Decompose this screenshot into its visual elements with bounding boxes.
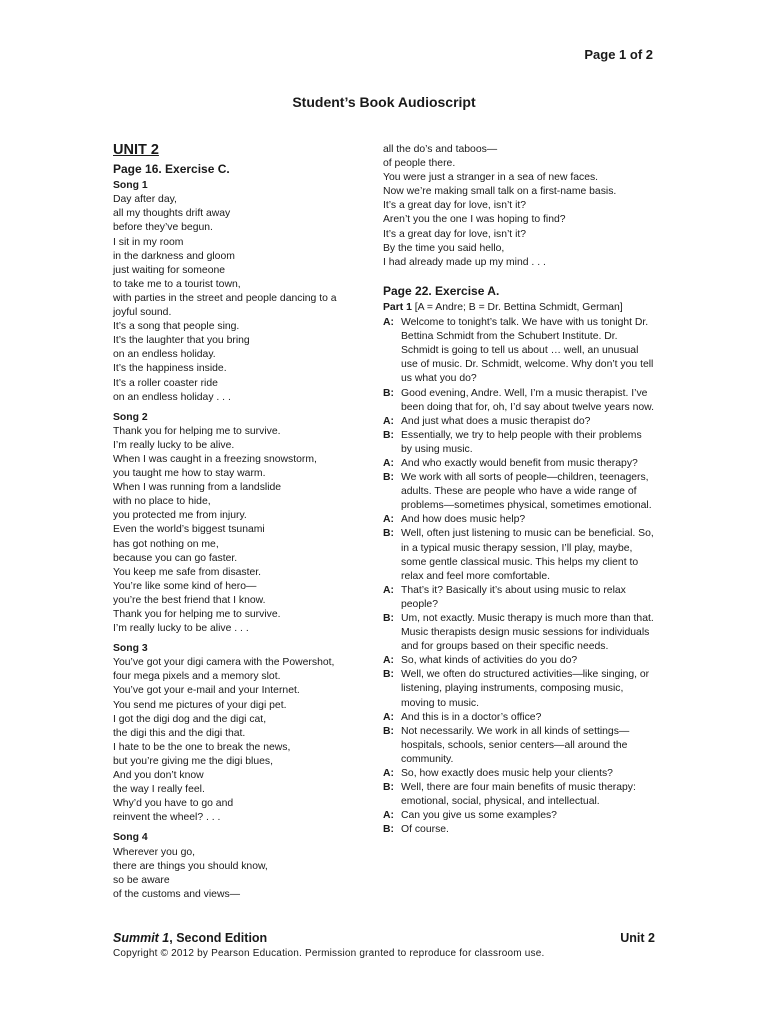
dialogue-turn bbox=[383, 725, 655, 767]
speaker-label: A: bbox=[383, 711, 394, 723]
dialogue-text: So, what kinds of activities do you do? bbox=[401, 655, 578, 667]
speaker-label: B: bbox=[383, 528, 394, 540]
dialogue-turn bbox=[383, 415, 655, 429]
lyric-line: It’s a song that people sing. bbox=[113, 321, 240, 333]
speaker-label: B: bbox=[383, 725, 394, 737]
part-cast: [A = Andre; B = Dr. Bettina Schmidt, German] bbox=[411, 301, 623, 313]
speaker-label: A: bbox=[383, 584, 394, 596]
lyric-line: Wherever you go, bbox=[113, 846, 196, 858]
dialogue-text: Well, often just listening to music can be beneficial. So, in a typical music therapy session, I’ll play, maybe, some gentle classical music. This helps my client to relax and feel more comfortable. bbox=[401, 528, 654, 582]
lyric-line: Thank you for helping me to survive. bbox=[113, 609, 281, 620]
speaker-label: A: bbox=[383, 655, 394, 667]
lyric-line: in the darkness and gloom bbox=[113, 250, 235, 262]
speaker-label: A: bbox=[383, 457, 394, 469]
part-line bbox=[383, 301, 655, 315]
song-title: Song 4 bbox=[113, 832, 148, 844]
dialogue-turn bbox=[383, 457, 655, 471]
dialogue-turn bbox=[383, 711, 655, 725]
lyric-line: all my thoughts drift away bbox=[113, 208, 231, 220]
dialogue-text: Can you give us some examples? bbox=[401, 810, 557, 822]
song-block bbox=[113, 642, 351, 825]
lyric-line: It’s a great day for love, isn’t it? bbox=[383, 200, 527, 212]
document-title: Student’s Book Audioscript bbox=[292, 94, 476, 110]
lyric-line: And you don’t know bbox=[113, 770, 204, 782]
lyric-line: It’s a roller coaster ride bbox=[113, 377, 218, 389]
lyric-line: When I was running from a landslide bbox=[113, 482, 282, 494]
song-block bbox=[113, 831, 351, 901]
lyric-line: Now we’re making small talk on a first-name basis. bbox=[383, 186, 617, 198]
lyric-line: because you can go faster. bbox=[113, 552, 238, 564]
dialogue-text: And this is in a doctor’s office? bbox=[401, 711, 542, 723]
lyric-line: you’re the best friend that I know. bbox=[113, 594, 266, 606]
lyric-line: but you’re giving me the digi blues, bbox=[113, 755, 273, 767]
lyric-line: You’ve got your e-mail and your Internet. bbox=[113, 685, 300, 697]
lyric-line: the way I really feel. bbox=[113, 784, 205, 796]
lyric-line: You’re like some kind of hero— bbox=[113, 580, 257, 592]
lyric-line: has got nothing on me, bbox=[113, 538, 219, 550]
dialogue-turn bbox=[383, 781, 655, 809]
lyric-line: I’m really lucky to be alive. bbox=[113, 439, 235, 451]
lyric-line: You send me pictures of your digi pet. bbox=[113, 699, 287, 711]
book-edition: , Second Edition bbox=[169, 931, 268, 945]
dialogue-turn bbox=[383, 612, 655, 654]
song-title: Song 2 bbox=[113, 411, 148, 423]
song-title: Song 1 bbox=[113, 180, 148, 192]
dialogue-text: Well, we often do structured activities—like singing, or listening, playing instruments, composing music, moving to music. bbox=[401, 669, 650, 709]
lyric-line: so be aware bbox=[113, 874, 170, 886]
lyric-line: Day after day, bbox=[113, 194, 177, 206]
dialogue-text: Of course. bbox=[401, 824, 449, 836]
lyric-line: Aren’t you the one I was hoping to find? bbox=[383, 214, 566, 226]
speaker-label: B: bbox=[383, 472, 394, 484]
dialogue-turn bbox=[383, 668, 655, 710]
dialogue-turn bbox=[383, 809, 655, 823]
dialogue-turn bbox=[383, 527, 655, 583]
unit-heading: UNIT 2 bbox=[113, 142, 159, 158]
dialogue-turn bbox=[383, 429, 655, 457]
book-title: Summit 1 bbox=[113, 931, 170, 945]
lyric-line: just waiting for someone bbox=[113, 264, 226, 276]
dialogue-text: And who exactly would benefit from music therapy? bbox=[401, 457, 638, 469]
copyright-notice: Copyright © 2012 by Pearson Education. Permission granted to reproduce for classroom use. bbox=[113, 948, 545, 959]
song-4-continued bbox=[383, 143, 655, 270]
dialogue-turn bbox=[383, 584, 655, 612]
lyric-line: the digi this and the digi that. bbox=[113, 727, 246, 739]
song-block bbox=[113, 411, 351, 637]
lyric-line: all the do’s and taboos— bbox=[383, 144, 498, 155]
dialogue-text: And how does music help? bbox=[401, 514, 526, 526]
speaker-label: B: bbox=[383, 613, 394, 624]
lyric-line: When I was caught in a freezing snowstorm, bbox=[113, 453, 317, 465]
part-label: Part 1 bbox=[383, 301, 412, 313]
lyric-line: with no place to hide, bbox=[113, 496, 211, 508]
dialogue-text: Well, there are four main benefits of music therapy: emotional, social, physical, and intellectual. bbox=[401, 782, 636, 808]
dialogue-turn bbox=[383, 767, 655, 781]
dialogue-text: Not necessarily. We work in all kinds of settings—hospitals, schools, senior centers—all around the community. bbox=[401, 725, 630, 765]
lyric-line: You were just a stranger in a sea of new faces. bbox=[383, 172, 599, 184]
dialogue-text: So, how exactly does music help your clients? bbox=[401, 768, 613, 780]
dialogue-turn bbox=[383, 513, 655, 527]
dialogue-text: And just what does a music therapist do? bbox=[401, 415, 591, 427]
lyric-line: reinvent the wheel? . . . bbox=[113, 812, 221, 824]
song-list bbox=[113, 179, 351, 902]
lyric-line: before they’ve begun. bbox=[113, 222, 213, 234]
lyric-line: four mega pixels and a memory slot. bbox=[113, 671, 281, 683]
speaker-label: A: bbox=[383, 317, 394, 329]
dialogue-turn bbox=[383, 471, 655, 513]
speaker-label: B: bbox=[383, 782, 394, 794]
dialogue-turn bbox=[383, 654, 655, 668]
page-number: Page 1 of 2 bbox=[584, 47, 653, 62]
lyric-line: It’s the happiness inside. bbox=[113, 363, 227, 375]
lyric-line: of the customs and views— bbox=[113, 888, 241, 900]
speaker-label: B: bbox=[383, 824, 394, 836]
speaker-label: A: bbox=[383, 415, 394, 427]
lyric-line: I hate to be the one to break the news, bbox=[113, 741, 291, 753]
speaker-label: B: bbox=[383, 387, 394, 399]
dialogue-turn bbox=[383, 387, 655, 415]
speaker-label: A: bbox=[383, 514, 394, 526]
lyric-line: I had already made up my mind . . . bbox=[383, 256, 546, 268]
dialogue-text: Essentially, we try to help people with their problems by using music. bbox=[401, 429, 642, 455]
lyric-line: Thank you for helping me to survive. bbox=[113, 425, 281, 437]
speaker-label: A: bbox=[383, 810, 394, 822]
speaker-label: A: bbox=[383, 768, 394, 780]
dialogue-text: Good evening, Andre. Well, I’m a music therapist. I’ve been doing that for, oh, I’d say about twelve years now. bbox=[401, 387, 655, 413]
lyric-line: you protected me from injury. bbox=[113, 510, 247, 522]
exercise-a-heading: Page 22. Exercise A. bbox=[383, 283, 500, 298]
song-title: Song 3 bbox=[113, 643, 148, 655]
speaker-label: B: bbox=[383, 669, 394, 681]
lyric-line: By the time you said hello, bbox=[383, 242, 505, 254]
lyric-line: I sit in my room bbox=[113, 236, 184, 248]
left-column bbox=[113, 143, 351, 908]
dialogue bbox=[383, 316, 655, 837]
lyric-line: on an endless holiday . . . bbox=[113, 391, 231, 403]
lyric-line: you taught me how to stay warm. bbox=[113, 468, 266, 480]
exercise-c-heading: Page 16. Exercise C. bbox=[113, 162, 230, 177]
lyric-line: Why’d you have to go and bbox=[113, 798, 234, 810]
lyric-line: It’s a great day for love, isn’t it? bbox=[383, 228, 527, 240]
song-block bbox=[113, 179, 351, 405]
lyric-line: with parties in the street and people dancing to a joyful sound. bbox=[113, 292, 337, 319]
lyric-line: there are things you should know, bbox=[113, 860, 268, 872]
lyric-line: on an endless holiday. bbox=[113, 349, 216, 361]
lyric-line: I’m really lucky to be alive . . . bbox=[113, 623, 249, 635]
footer-book-title bbox=[113, 931, 267, 945]
speaker-label: B: bbox=[383, 429, 394, 441]
lyric-line: It’s the laughter that you bring bbox=[113, 335, 250, 347]
lyric-line: of people there. bbox=[383, 158, 456, 170]
lyric-line: to take me to a tourist town, bbox=[113, 278, 241, 290]
dialogue-text: That’s it? Basically it’s about using music to relax people? bbox=[401, 584, 626, 610]
dialogue-turn bbox=[383, 823, 655, 837]
dialogue-turn bbox=[383, 316, 655, 386]
lyric-line: You keep me safe from disaster. bbox=[113, 566, 262, 578]
dialogue-text: Um, not exactly. Music therapy is much more than that. Music therapists design music sessions for individuals and for groups based on their specific needs. bbox=[401, 613, 654, 653]
lyric-line: You’ve got your digi camera with the Powershot, bbox=[113, 657, 335, 669]
dialogue-text: Welcome to tonight’s talk. We have with us tonight Dr. Bettina Schmidt from the Schubert Institute. Dr. Schmidt is going to tell us about … well, an unusual use of music. Dr. Schmidt, welcome. Why don’t you tell us what you do? bbox=[401, 317, 654, 385]
lyric-line: Even the world’s biggest tsunami bbox=[113, 524, 265, 536]
dialogue-text: We work with all sorts of people—children, teenagers, adults. These are people who have a wide range of problems—sometimes physical, sometimes emotional. bbox=[401, 472, 652, 512]
footer-unit: Unit 2 bbox=[620, 931, 655, 945]
lyric-line: I got the digi dog and the digi cat, bbox=[113, 713, 267, 725]
right-column bbox=[383, 143, 655, 838]
